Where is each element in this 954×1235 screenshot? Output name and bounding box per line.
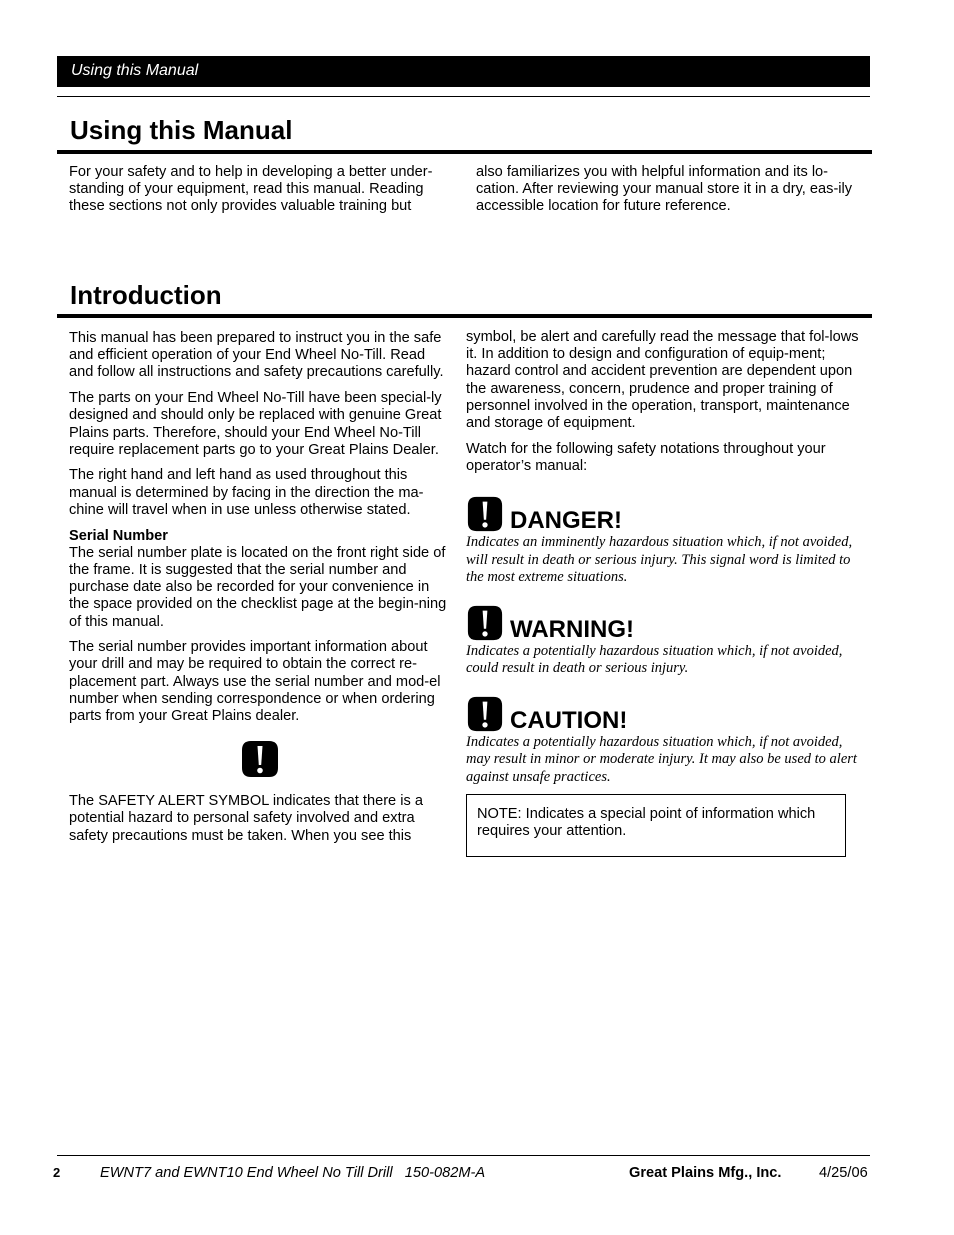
paragraph: The SAFETY ALERT SYMBOL indicates that there is a potential hazard to personal safety involved and extra safety precautions must be taken. When you see this bbox=[69, 793, 423, 844]
warning-text: Indicates a potentially hazardous situation which, if not avoided, could result in death or serious injury. bbox=[466, 642, 843, 677]
section-rule bbox=[57, 314, 872, 318]
header-divider bbox=[57, 96, 870, 97]
paragraph: The serial number provides important information about your drill and may be required to obtain the correct re-placement part. Always use the serial number and mod-el number when sending correspondence or when ordering parts from your Great Plains dealer. bbox=[69, 639, 441, 725]
footer-company: Great Plains Mfg., Inc. bbox=[629, 1165, 782, 1181]
serial-number-text: The serial number plate is located on the front right side of the frame. It is suggested that the serial number and purchase date also be recorded for your convenience in the space provided on the checklist page at the begin-ning of this manual. bbox=[69, 544, 447, 630]
caution-label: CAUTION! bbox=[510, 706, 628, 734]
paragraph: For your safety and to help in developing a better under-standing of your equipment, read this manual. Reading these sections not only provides valuable training but bbox=[69, 164, 433, 215]
danger-text: Indicates an imminently hazardous situation which, if not avoided, will result in death or serious injury. This signal word is limited to the most extreme situations. bbox=[466, 534, 853, 586]
paragraph: symbol, be alert and carefully read the message that fol-lows it. In addition to design and configuration of equip-ment; hazard control and accident prevention are dependent upon the awareness, concern, prudence and proper training of personnel involved in the operation, transport, maintenance and storage of equipment. bbox=[466, 329, 859, 432]
caution-notice bbox=[466, 695, 861, 787]
using-manual-col1 bbox=[69, 164, 452, 224]
safety-alert-icon bbox=[69, 739, 450, 779]
warning-alert-icon bbox=[466, 604, 504, 642]
danger-notice bbox=[466, 495, 861, 587]
running-header-title: Using this Manual bbox=[71, 62, 199, 79]
serial-number-heading: Serial Number bbox=[69, 527, 168, 544]
intro-col-right bbox=[466, 329, 861, 857]
paragraph: also familiarizes you with helpful information and its lo-cation. After reviewing your manual store it in a dry, eas-ily accessible location for future reference. bbox=[476, 164, 853, 215]
paragraph: Watch for the following safety notations throughout your operator’s manual: bbox=[466, 440, 826, 474]
caution-alert-icon bbox=[466, 695, 504, 733]
paragraph: This manual has been prepared to instruct you in the safe and efficient operation of your End Wheel No-Till. Read and follow all instructions and safety precautions carefully. bbox=[69, 330, 444, 381]
footer-doc-title: EWNT7 and EWNT10 End Wheel No Till Drill 150-082M-A bbox=[100, 1165, 486, 1181]
danger-label: DANGER! bbox=[510, 507, 622, 535]
section-rule bbox=[57, 150, 872, 154]
caution-text: Indicates a potentially hazardous situation which, if not avoided, may result in minor or moderate injury. It may also be used to alert against unsafe practices. bbox=[466, 733, 857, 785]
note-box: NOTE: Indicates a special point of information which requires your attention. bbox=[466, 794, 846, 856]
intro-col-left bbox=[69, 330, 450, 853]
running-header bbox=[57, 56, 870, 87]
footer-divider bbox=[57, 1155, 870, 1156]
paragraph: The parts on your End Wheel No-Till have been special-ly designed and should only be replaced with genuine Great Plains parts. Therefore, should your End Wheel No-Till require replacement parts go to your Great Plains Dealer. bbox=[69, 390, 442, 458]
footer-date: 4/25/06 bbox=[819, 1165, 868, 1181]
section-title-introduction: Introduction bbox=[70, 280, 222, 310]
paragraph bbox=[69, 528, 450, 631]
warning-label: WARNING! bbox=[510, 615, 634, 643]
section-title-using-manual: Using this Manual bbox=[70, 115, 293, 145]
page-number: 2 bbox=[53, 1165, 61, 1180]
warning-notice bbox=[466, 604, 861, 678]
paragraph: The right hand and left hand as used throughout this manual is determined by facing in the direction the ma-chine will travel when in use unless otherwise stated. bbox=[69, 467, 424, 518]
danger-alert-icon bbox=[466, 495, 504, 533]
using-manual-col2 bbox=[476, 164, 859, 224]
